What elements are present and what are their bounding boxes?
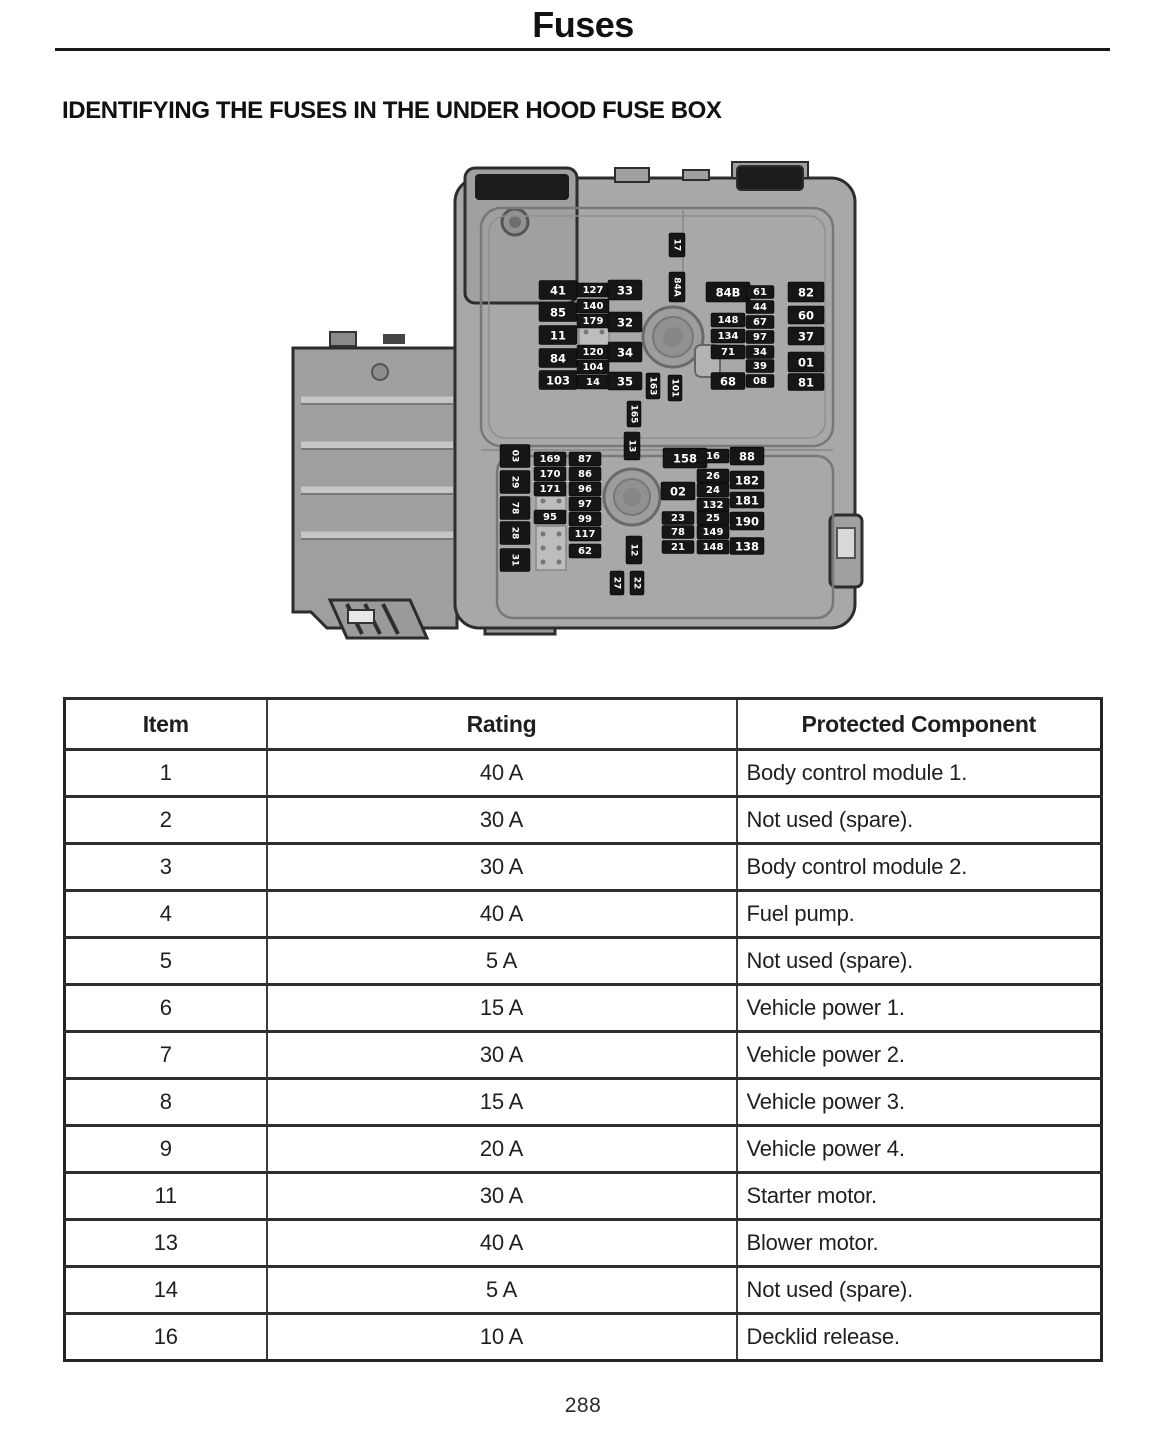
rating-cell: 30 A <box>267 1173 737 1220</box>
fuse-label-number: 08 <box>753 376 767 387</box>
fuse-label-number: 101 <box>669 378 680 398</box>
table-row <box>65 1314 1102 1361</box>
component-cell: Fuel pump. <box>737 891 1102 938</box>
table-row <box>65 985 1102 1032</box>
fuse-label-number: 61 <box>753 287 767 298</box>
fuse-label-number: 03 <box>509 449 520 463</box>
fuse-label-number: 34 <box>753 347 767 358</box>
fuse-label-number: 22 <box>631 576 642 590</box>
fuse-label-number: 01 <box>797 355 815 370</box>
component-cell: Not used (spare). <box>737 938 1102 985</box>
title-divider <box>55 48 1110 51</box>
fuse-label-number: 60 <box>797 308 815 323</box>
fuse-label-number: 16 <box>706 451 720 462</box>
item-cell: 7 <box>65 1032 267 1079</box>
table-row <box>65 1220 1102 1267</box>
item-cell: 3 <box>65 844 267 891</box>
fuse-label-number: 71 <box>721 347 735 358</box>
item-cell: 14 <box>65 1267 267 1314</box>
fuse-label-number: 181 <box>734 493 760 508</box>
rating-cell: 30 A <box>267 797 737 844</box>
component-cell: Not used (spare). <box>737 797 1102 844</box>
fuse-label-number: 169 <box>539 454 561 465</box>
component-cell: Decklid release. <box>737 1314 1102 1361</box>
fuse-label-number: 39 <box>753 361 767 372</box>
rating-cell: 40 A <box>267 1220 737 1267</box>
fuse-label-number: 62 <box>578 546 592 557</box>
fuse-label-number: 149 <box>702 527 724 538</box>
fuse-label-number: 140 <box>582 301 604 312</box>
table-row <box>65 1032 1102 1079</box>
fuse-table <box>63 697 1103 1362</box>
section-heading: IDENTIFYING THE FUSES IN THE UNDER HOOD FUSE BOX <box>62 97 722 124</box>
fuse-label-number: 182 <box>734 473 760 488</box>
table-row <box>65 1173 1102 1220</box>
fuse-label-number: 96 <box>578 484 592 495</box>
fuse-label-number: 25 <box>706 513 720 524</box>
rating-cell: 40 A <box>267 891 737 938</box>
fuse-label-number: 97 <box>753 332 767 343</box>
fuse-label-number: 117 <box>574 529 596 540</box>
component-cell: Vehicle power 3. <box>737 1079 1102 1126</box>
fuse-label-number: 99 <box>578 514 592 525</box>
fuse-label-number: 21 <box>671 542 685 553</box>
rating-cell: 15 A <box>267 1079 737 1126</box>
fuse-label-number: 37 <box>797 329 815 344</box>
fuse-label-number: 44 <box>753 302 767 313</box>
component-cell: Vehicle power 1. <box>737 985 1102 1032</box>
column-header-item: Item <box>65 699 267 750</box>
fuse-label-number: 97 <box>578 499 592 510</box>
rating-cell: 10 A <box>267 1314 737 1361</box>
fuse-label-number: 17 <box>671 238 682 252</box>
fuse-label-number: 31 <box>509 553 520 567</box>
table-row <box>65 1126 1102 1173</box>
component-cell: Not used (spare). <box>737 1267 1102 1314</box>
component-cell: Blower motor. <box>737 1220 1102 1267</box>
fuse-label-number: 104 <box>582 362 604 373</box>
fuse-label-number: 148 <box>702 542 724 553</box>
fuse-label-number: 84A <box>671 277 682 297</box>
fuse-label-number: 134 <box>717 331 739 342</box>
item-cell: 8 <box>65 1079 267 1126</box>
column-header-protected-component: Protected Component <box>737 699 1102 750</box>
page-title: Fuses <box>532 4 634 45</box>
table-row <box>65 891 1102 938</box>
table-row <box>65 750 1102 797</box>
item-cell: 13 <box>65 1220 267 1267</box>
table-row <box>65 797 1102 844</box>
fuse-box-diagram <box>285 160 865 660</box>
fuse-label-number: 11 <box>549 328 567 343</box>
rating-cell: 5 A <box>267 1267 737 1314</box>
item-cell: 11 <box>65 1173 267 1220</box>
fuse-label-number: 32 <box>616 315 634 330</box>
table-row <box>65 844 1102 891</box>
table-row <box>65 938 1102 985</box>
fuse-label-number: 86 <box>578 469 592 480</box>
fuse-label-number: 148 <box>717 315 739 326</box>
fuse-label-number: 23 <box>671 513 685 524</box>
item-cell: 2 <box>65 797 267 844</box>
fuse-label-number: 82 <box>797 285 815 300</box>
rating-cell: 30 A <box>267 1032 737 1079</box>
fuse-label-number: 02 <box>669 484 687 499</box>
rating-cell: 40 A <box>267 750 737 797</box>
item-cell: 6 <box>65 985 267 1032</box>
component-cell: Starter motor. <box>737 1173 1102 1220</box>
item-cell: 5 <box>65 938 267 985</box>
fuse-label-number: 127 <box>582 285 604 296</box>
page-number: 288 <box>564 1394 602 1417</box>
item-cell: 4 <box>65 891 267 938</box>
fuse-label-number: 158 <box>672 451 698 466</box>
fuse-label-number: 78 <box>509 501 520 515</box>
fuse-label-number: 78 <box>671 527 685 538</box>
diagram-left-module <box>293 332 457 628</box>
fuse-label-number: 88 <box>738 449 756 464</box>
fuse-label-number: 35 <box>616 374 634 389</box>
fuse-label-number: 24 <box>706 485 720 496</box>
fuse-label-number: 41 <box>549 283 567 298</box>
fuse-box-illustration <box>285 160 865 660</box>
fuse-label-number: 68 <box>719 374 737 389</box>
table-row <box>65 1267 1102 1314</box>
rating-cell: 20 A <box>267 1126 737 1173</box>
component-cell: Body control module 2. <box>737 844 1102 891</box>
fuse-label-number: 165 <box>628 404 639 424</box>
fuse-label-number: 85 <box>549 305 567 320</box>
fuse-label-number: 27 <box>611 576 622 590</box>
fuse-label-number: 84B <box>715 285 741 300</box>
component-cell: Body control module 1. <box>737 750 1102 797</box>
fuse-label-number: 12 <box>628 543 639 557</box>
item-cell: 9 <box>65 1126 267 1173</box>
fuse-table-header-row <box>65 699 1102 750</box>
fuse-label-number: 179 <box>582 316 604 327</box>
rating-cell: 30 A <box>267 844 737 891</box>
fuse-label-number: 138 <box>734 539 760 554</box>
fuse-label-number: 103 <box>545 373 571 388</box>
rating-cell: 15 A <box>267 985 737 1032</box>
fuse-table-body <box>65 750 1102 1361</box>
fuse-label-number: 67 <box>753 317 767 328</box>
fuse-label-number: 81 <box>797 375 815 390</box>
fuse-label-number: 34 <box>616 345 634 360</box>
fuse-label-number: 28 <box>509 526 520 540</box>
fuse-label-number: 171 <box>539 484 561 495</box>
fuse-label-number: 13 <box>626 439 637 453</box>
fuse-label-number: 14 <box>586 377 600 388</box>
column-header-rating: Rating <box>267 699 737 750</box>
fuse-label-number: 33 <box>616 283 634 298</box>
item-cell: 1 <box>65 750 267 797</box>
fuse-label-number: 29 <box>509 475 520 489</box>
component-cell: Vehicle power 2. <box>737 1032 1102 1079</box>
fuse-label-number: 87 <box>578 454 592 465</box>
item-cell: 16 <box>65 1314 267 1361</box>
fuse-label-number: 95 <box>543 512 557 523</box>
fuse-label-number: 84 <box>549 351 567 366</box>
fuse-label-number: 170 <box>539 469 561 480</box>
rating-cell: 5 A <box>267 938 737 985</box>
fuse-label-number: 132 <box>702 500 724 511</box>
fuse-label-number: 26 <box>706 471 720 482</box>
fuse-label-number: 120 <box>582 347 604 358</box>
component-cell: Vehicle power 4. <box>737 1126 1102 1173</box>
fuse-label-number: 190 <box>734 514 760 529</box>
table-row <box>65 1079 1102 1126</box>
fuse-label-number: 163 <box>647 376 658 396</box>
